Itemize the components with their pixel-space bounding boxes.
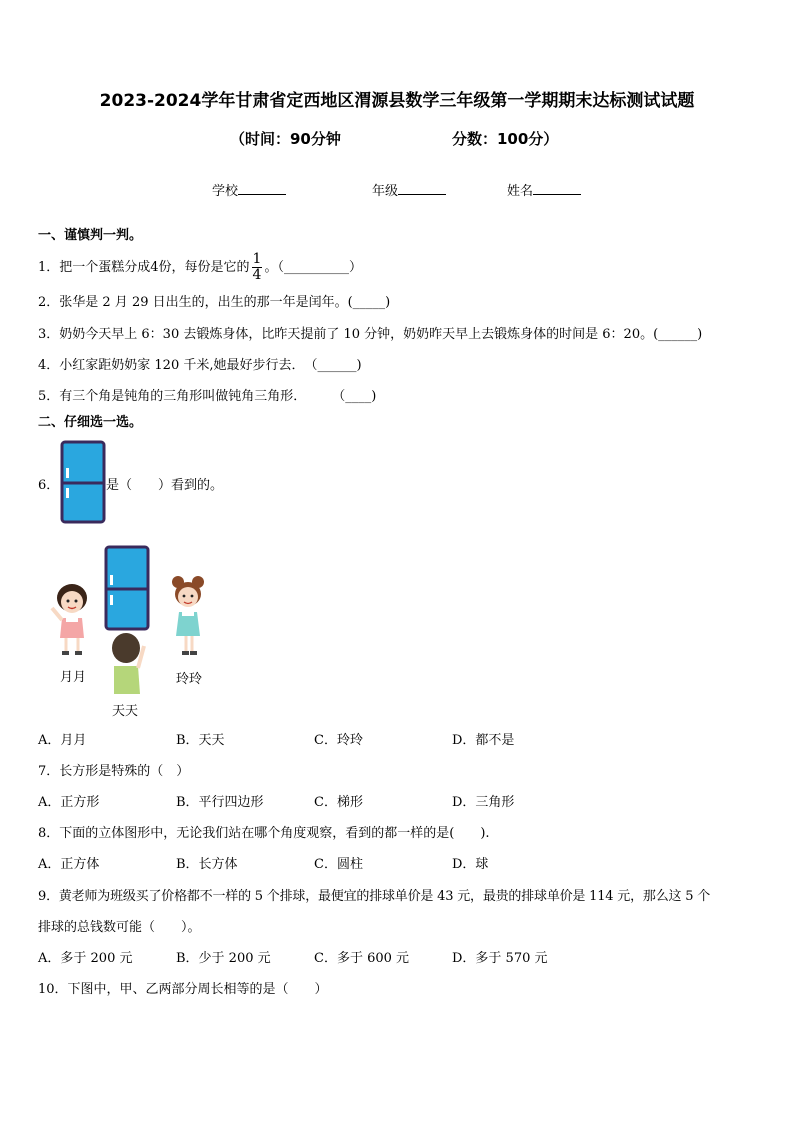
exam-time: （时间：90分钟 [230,130,341,148]
q7-option-a[interactable]: A．正方形 [38,795,100,810]
fraction-numerator: 1 [252,251,262,267]
fraction-denominator: 4 [252,267,262,283]
question-5: 5．有三个角是钝角的三角形叫做钝角三角形． （____) [38,389,377,404]
fridge-icon [104,545,150,631]
label-lingling: 玲玲 [176,672,203,687]
grade-field [372,180,446,199]
q6-figure [40,542,220,722]
fraction [252,252,263,283]
q8-option-a[interactable]: A．正方体 [38,857,100,872]
section-2-title: 二、仔细选一选。 [38,415,143,430]
question-7: 7．长方形是特殊的（ ） [38,764,190,779]
q8-option-c[interactable]: C．圆柱 [314,857,363,872]
q9-option-b[interactable]: B．少于 200 元 [176,951,271,966]
girl-yueyue-icon [48,582,92,658]
q8-option-d[interactable]: D．球 [452,857,489,872]
question-10: 10．下图中，甲、乙两部分周长相等的是（ ） [38,982,328,997]
question-8: 8．下面的立体图形中，无论我们站在哪个角度观察，看到的都一样的是( ). [38,826,490,841]
question-6-text: 是（ ）看到的。 [106,478,224,493]
label-tiantian: 天天 [112,704,139,719]
page-title: 2023-2024学年甘肃省定西地区渭源县数学三年级第一学期期末达标测试试题 [99,91,695,111]
q1-answer: 。（__________） [264,260,362,275]
q7-option-d[interactable]: D．三角形 [452,795,515,810]
school-blank[interactable] [238,182,286,195]
question-4: 4．小红家距奶奶家 120 千米,她最好步行去． （______) [38,358,362,373]
q9-option-c[interactable]: C．多于 600 元 [314,951,410,966]
section-1-title: 一、谨慎判一判。 [38,228,143,243]
exam-score: 分数：100分） [452,130,559,148]
name-label: 姓名 [507,184,534,199]
label-yueyue: 月月 [60,670,87,685]
boy-tiantian-icon [108,632,148,698]
q9-option-a[interactable]: A．多于 200 元 [38,951,133,966]
q6-option-b[interactable]: B．天天 [176,733,225,748]
q6-option-d[interactable]: D．都不是 [452,733,515,748]
question-9-line-2: 排球的总钱数可能（ ）。 [38,920,201,935]
q6-option-a[interactable]: A．月月 [38,733,87,748]
q7-option-c[interactable]: C．梯形 [314,795,363,810]
name-field [507,180,581,199]
question-3: 3．奶奶今天早上 6：30 去锻炼身体，比昨天提前了 10 分钟，奶奶昨天早上去锻炼身体的时间是 6：20。(______) [38,327,703,342]
q1-text: 1．把一个蛋糕分成4份，每份是它的 [38,260,250,275]
q8-option-b[interactable]: B．长方体 [176,857,238,872]
girl-lingling-icon [168,574,208,660]
school-label: 学校 [212,184,239,199]
question-9-line-1: 9．黄老师为班级买了价格都不一样的 5 个排球，最便宜的排球单价是 43 元，最贵的排球单价是 114 元，那么这 5 个 [38,889,711,904]
name-blank[interactable] [533,182,581,195]
question-6-number: 6． [38,478,60,493]
grade-blank[interactable] [398,182,446,195]
question-2: 2．张华是 2 月 29 日出生的，出生的那一年是闰年。(_____) [38,295,391,310]
grade-label: 年级 [372,184,399,199]
q7-option-b[interactable]: B．平行四边形 [176,795,264,810]
q6-option-c[interactable]: C．玲玲 [314,733,363,748]
fridge-view-icon [60,440,106,524]
school-field [212,180,286,199]
question-1 [38,252,362,283]
q9-option-d[interactable]: D．多于 570 元 [452,951,548,966]
